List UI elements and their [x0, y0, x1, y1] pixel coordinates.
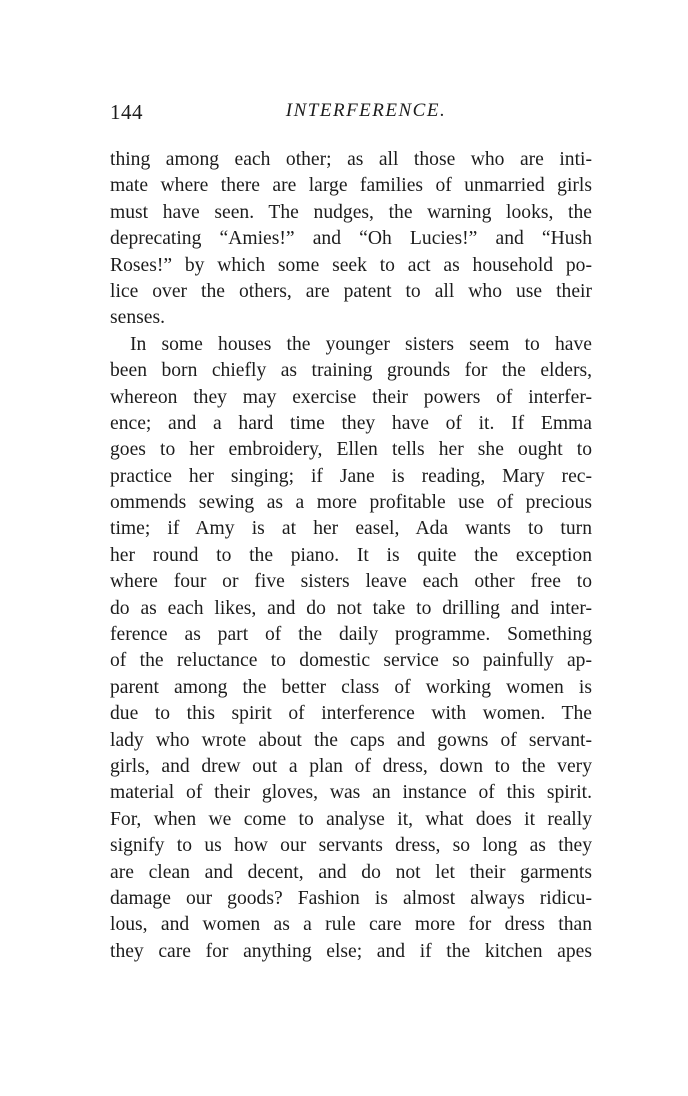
text-line: ence; and a hard time they have of it. If Emma: [110, 412, 592, 434]
text-line: senses.: [110, 307, 165, 329]
text-line: mate where there are large families of unmarried girls: [110, 175, 592, 197]
text-line: goes to her embroidery, Ellen tells her she ought to: [110, 439, 592, 461]
text-line: time; if Amy is at her easel, Ada wants to turn: [110, 518, 592, 540]
text-line: lady who wrote about the caps and gowns of servant-: [110, 729, 592, 751]
text-line: lice over the others, are patent to all who use their: [110, 280, 592, 302]
text-line: they care for anything else; and if the kitchen apes: [110, 940, 592, 962]
page-number: 144: [110, 100, 143, 124]
text-line: do as each likes, and do not take to drilling and inter-: [110, 597, 592, 619]
text-line: lous, and women as a rule care more for dress than: [110, 914, 592, 936]
text-line: damage our goods? Fashion is almost always ridicu-: [110, 887, 592, 909]
body-text: [110, 147, 592, 965]
text-line: girls, and drew out a plan of dress, down to the very: [110, 755, 592, 777]
text-line: signify to us how our servants dress, so long as they: [110, 835, 592, 857]
text-line: been born chiefly as training grounds for the elders,: [110, 360, 592, 382]
text-line: due to this spirit of interference with women. The: [110, 703, 592, 725]
text-line: parent among the better class of working women is: [110, 676, 592, 698]
text-line: are clean and decent, and do not let their garments: [110, 861, 592, 883]
text-line: whereon they may exercise their powers of interfer-: [110, 386, 592, 408]
text-line: material of their gloves, was an instance of this spirit.: [110, 782, 592, 804]
text-line: must have seen. The nudges, the warning looks, the: [110, 201, 592, 223]
page-header: [110, 100, 592, 130]
text-line: In some houses the younger sisters seem to have: [130, 333, 592, 355]
text-line: For, when we come to analyse it, what does it really: [110, 808, 592, 830]
text-line: where four or five sisters leave each other free to: [110, 571, 592, 593]
text-line: thing among each other; as all those who are inti-: [110, 149, 592, 170]
text-line: Roses!” by which some seek to act as household po-: [110, 254, 592, 276]
text-line: her round to the piano. It is quite the exception: [110, 544, 592, 566]
running-head: INTERFERENCE.: [285, 100, 447, 121]
text-line: ommends sewing as a more profitable use of precious: [110, 492, 592, 514]
text-line: of the reluctance to domestic service so painfully ap-: [110, 650, 592, 672]
text-line: practice her singing; if Jane is reading, Mary rec-: [110, 465, 592, 487]
text-line: ference as part of the daily programme. Something: [110, 624, 592, 646]
text-line: deprecating “Amies!” and “Oh Lucies!” and “Hush: [110, 228, 592, 250]
